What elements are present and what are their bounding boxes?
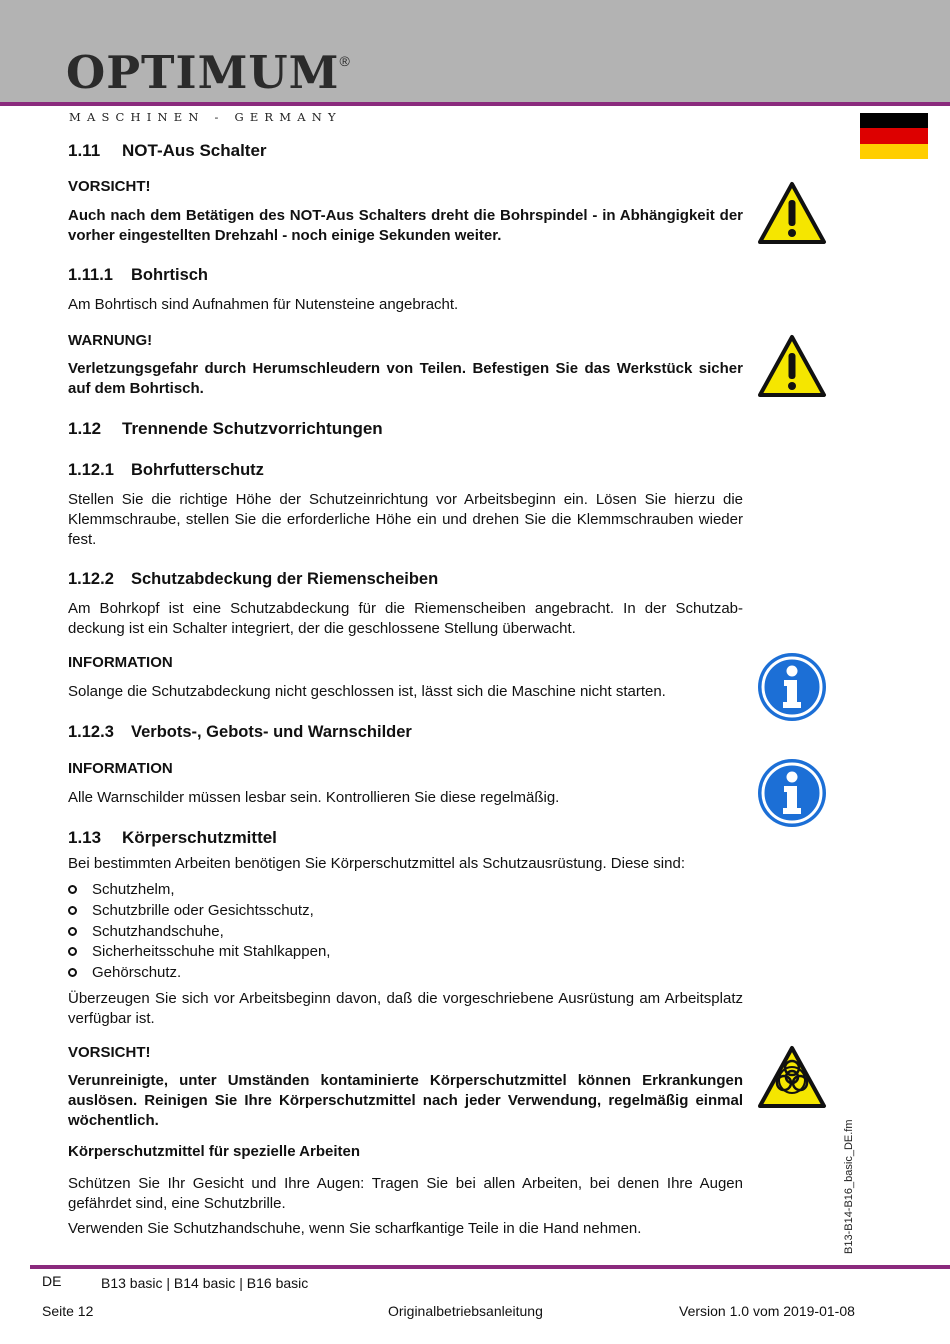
footer-language: DE: [42, 1273, 62, 1289]
warning-triangle-icon: [757, 333, 827, 403]
paragraph: Verwenden Sie Schutzhandschuhe, wenn Sie scharfkantige Teile in die Hand nehmen.: [68, 1220, 642, 1237]
section-heading-1-11-1: 1.11.1 Bohrtisch: [68, 266, 209, 284]
list-item: Schutzbrille oder Gesichtsschutz,: [68, 901, 314, 921]
header-divider: [0, 102, 950, 106]
german-flag-icon: [860, 113, 928, 159]
information-text: Alle Warnschilder müssen lesbar sein. Kontrollieren Sie diese regelmäßig.: [68, 789, 560, 806]
information-text: Solange die Schutzabdeckung nicht geschlossen ist, lässt sich die Maschine nicht starten.: [68, 683, 666, 700]
paragraph: Stellen Sie die richtige Höhe der Schutzeinrichtung vor Arbeitsbeginn ein. Lösen Sie hierzu die Klemmschraube, stellen Sie die erforderliche Höhe ein und drehen Sie die Klemmschrauben wieder fest.: [68, 491, 743, 548]
section-heading-1-12: 1.12 Trennende Schutzvorrichtungen: [68, 419, 383, 438]
list-item: Sicherheitsschuhe mit Stahlkappen,: [68, 942, 330, 962]
section-heading-1-12-2: 1.12.2 Schutzabdeckung der Riemenscheiben: [68, 570, 439, 588]
warning-triangle-icon: [757, 180, 827, 250]
paragraph: Am Bohrtisch sind Aufnahmen für Nutensteine angebracht.: [68, 296, 459, 313]
section-heading-1-13: 1.13 Körperschutzmittel: [68, 828, 277, 847]
caution-text: Verunreinigte, unter Umständen kontaminierte Körperschutzmittel können Erkrankungen auslösen. Reinigen Sie Ihre Körperschutzmittel nach jeder Verwendung, regelmäßig einmal wöchentlich.: [68, 1072, 743, 1129]
footer-models: B13 basic | B14 basic | B16 basic: [101, 1275, 309, 1291]
information-icon: [757, 652, 827, 722]
brand-logo: OPTIMUM®: [66, 46, 351, 99]
section-heading-1-12-1: 1.12.1 Bohrfutterschutz: [68, 461, 264, 479]
footer-divider: [30, 1265, 950, 1269]
footer-version: Version 1.0 vom 2019-01-08: [679, 1303, 855, 1319]
section-heading-1-12-3: 1.12.3 Verbots-, Gebots- und Warnschilder: [68, 723, 412, 741]
subsection-title: Körperschutzmittel für spezielle Arbeiten: [68, 1143, 361, 1160]
biohazard-icon: [757, 1044, 827, 1114]
information-icon: [757, 758, 827, 828]
warning-label: WARNUNG!: [68, 332, 153, 349]
paragraph: Am Bohrkopf ist eine Schutzabdeckung für die Riemenscheiben angebracht. In der Schutzab-deckung ist ein Schalter integriert, der die geschlossene Stellung überwacht.: [68, 600, 743, 637]
information-label: INFORMATION: [68, 760, 173, 777]
list-item: Gehörschutz.: [68, 963, 181, 983]
list-item: Schutzhandschuhe,: [68, 922, 224, 942]
caution-label: VORSICHT!: [68, 1044, 151, 1061]
footer-document-type: Originalbetriebsanleitung: [388, 1303, 543, 1319]
caution-label: VORSICHT!: [68, 178, 151, 195]
warning-text: Verletzungsgefahr durch Herumschleudern von Teilen. Befestigen Sie das Werkstück sicher auf dem Bohrtisch.: [68, 360, 743, 397]
caution-text: Auch nach dem Betätigen des NOT-Aus Schalters dreht die Bohrspindel - in Abhängigkeit der vorher eingestellten Drehzahl - noch einige Sekunden weiter.: [68, 207, 743, 244]
paragraph: Bei bestimmten Arbeiten benötigen Sie Körperschutzmittel als Schutzausrüstung. Diese sind:: [68, 855, 685, 872]
footer-page-number: Seite 12: [42, 1303, 94, 1319]
section-heading-1-11: 1.11 NOT-Aus Schalter: [68, 141, 267, 160]
brand-tagline: MASCHINEN - GERMANY: [69, 110, 342, 124]
paragraph: Überzeugen Sie sich vor Arbeitsbeginn davon, daß die vorgeschriebene Ausrüstung am Arbeitsplatz verfügbar ist.: [68, 990, 743, 1027]
paragraph: Schützen Sie Ihr Gesicht und Ihre Augen: Tragen Sie bei allen Arbeiten, bei denen Ihre Augen gefährdet sind, eine Schutzbrille.: [68, 1175, 743, 1212]
list-item: Schutzhelm,: [68, 880, 175, 900]
file-name-label: B13-B14-B16_basic_DE.fm: [843, 1119, 855, 1254]
information-label: INFORMATION: [68, 654, 173, 671]
